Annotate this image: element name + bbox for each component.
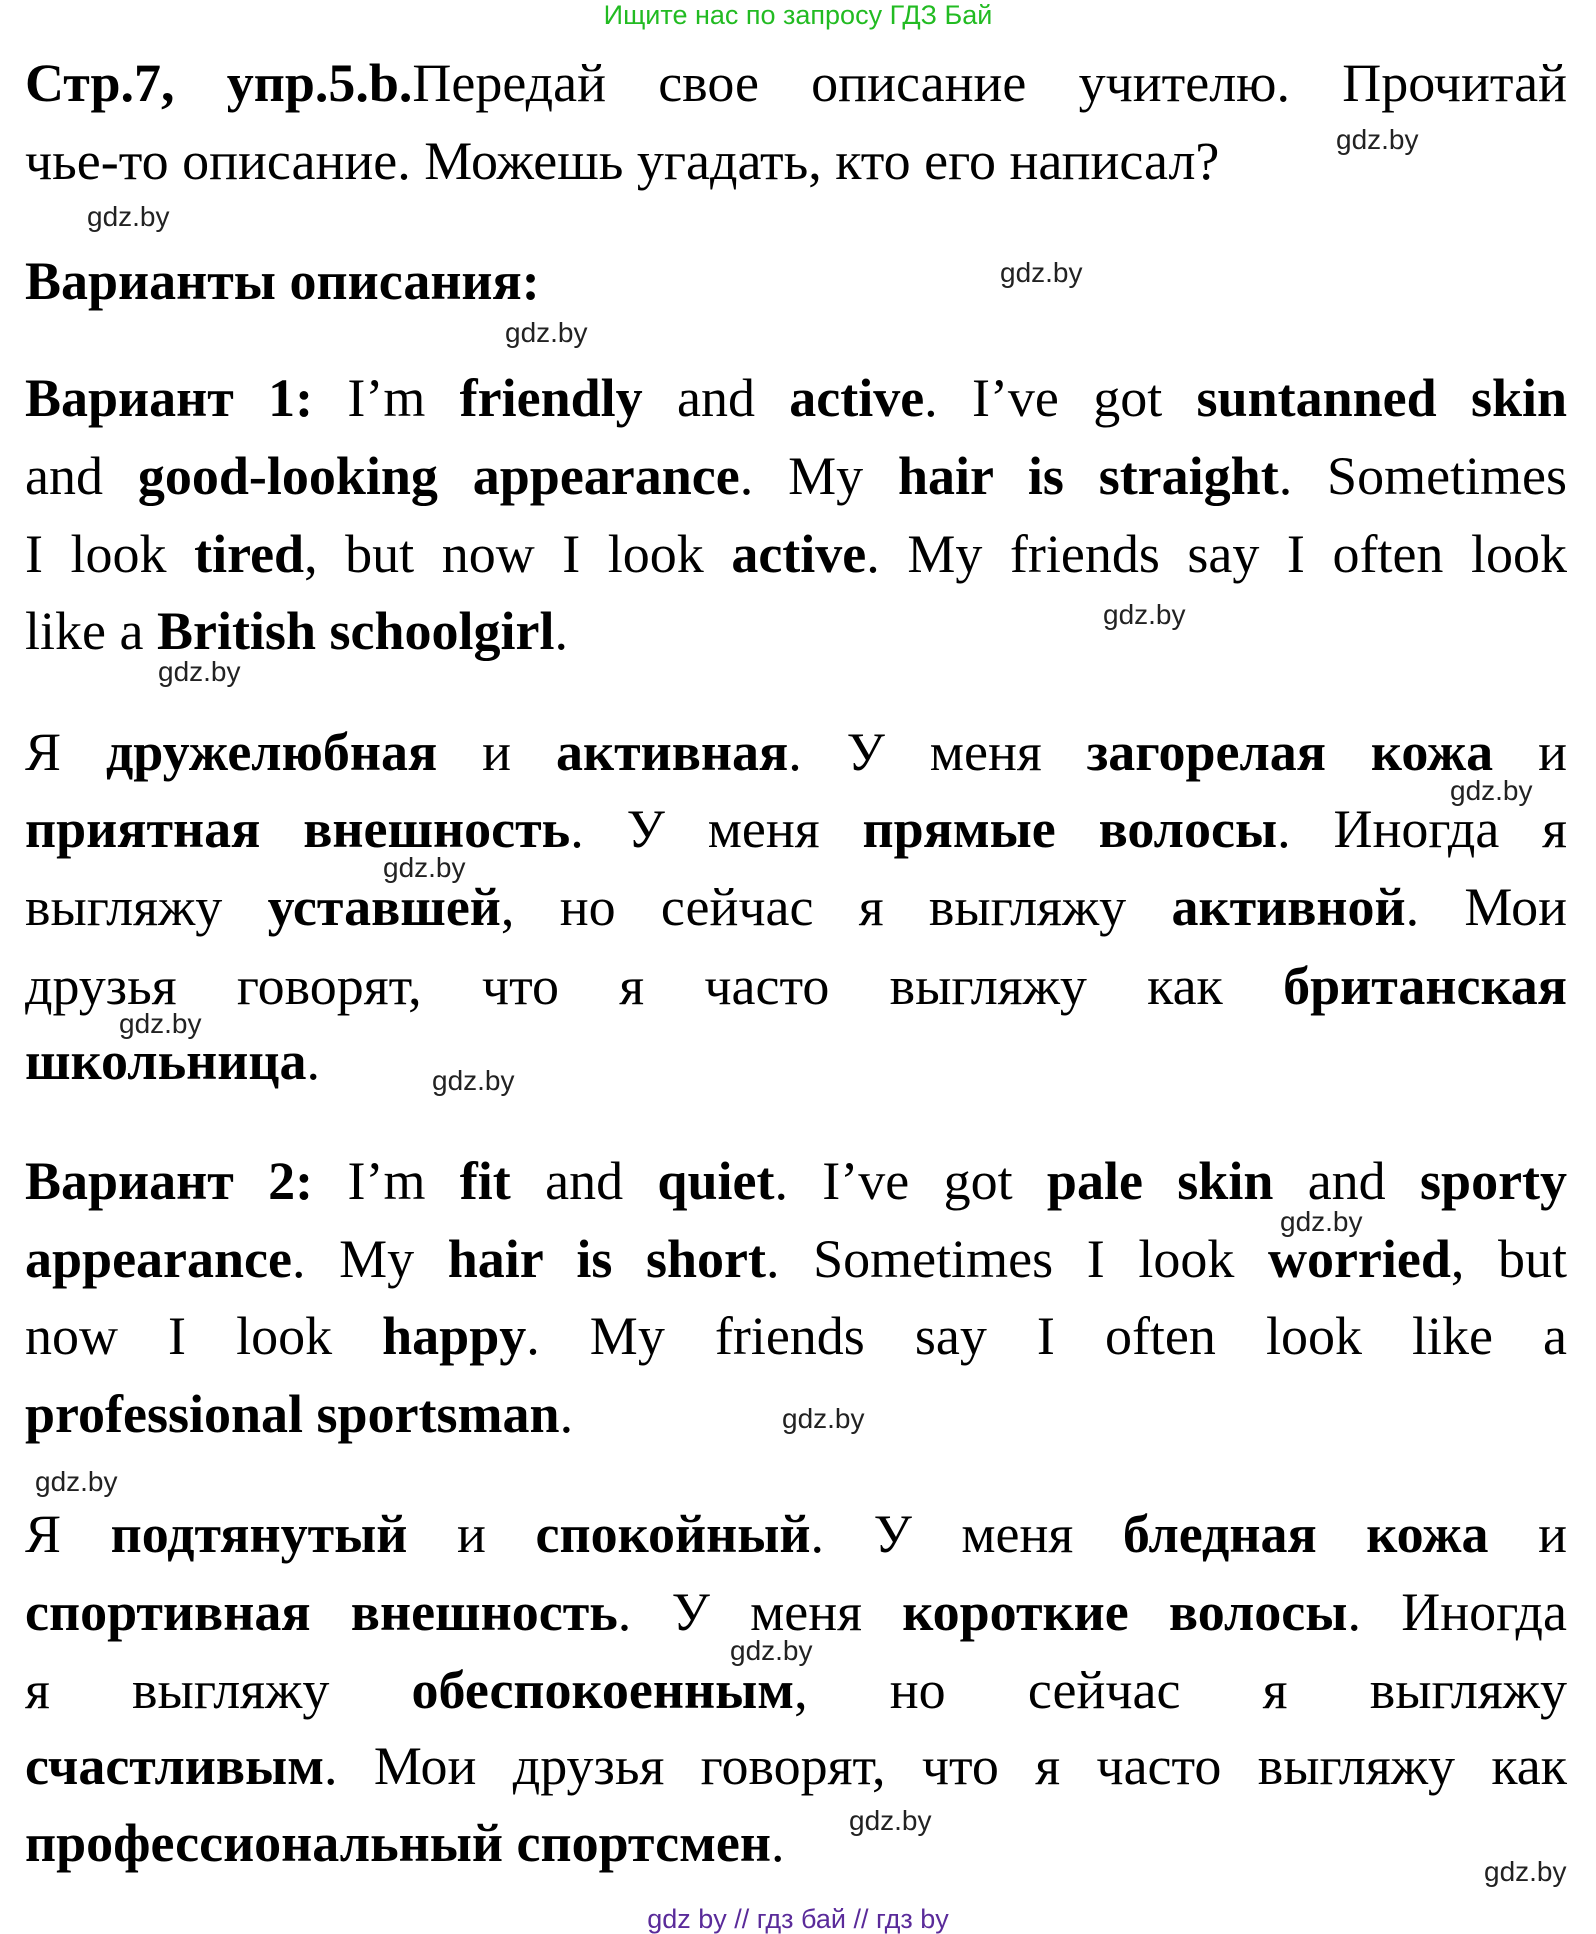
- text-fragment: and: [510, 1151, 658, 1211]
- text-fragment: I look: [25, 524, 195, 584]
- bold-phrase: спортивная внешность: [25, 1582, 618, 1642]
- watermark-text: gdz.by: [35, 1466, 118, 1497]
- text-fragment: . Мои друзья говорят, что я часто выгляжу как: [324, 1736, 1567, 1796]
- text-line: [25, 1813, 1567, 1873]
- text-line: [25, 956, 1567, 1016]
- bold-phrase: счастливым: [25, 1736, 325, 1796]
- watermark-text: gdz.by: [1336, 124, 1419, 155]
- watermark-text: gdz.by: [158, 656, 241, 687]
- text-line: [25, 1504, 1567, 1564]
- bold-phrase: спокойный: [535, 1504, 811, 1564]
- bold-phrase: прямые волосы: [862, 799, 1278, 859]
- text-fragment: . У меня: [617, 1582, 903, 1642]
- text-fragment: Передай свое описание учителю. Прочитай: [412, 53, 1567, 113]
- text-fragment: и: [1493, 722, 1567, 782]
- bold-phrase: школьница: [25, 1031, 307, 1091]
- watermark-text: gdz.by: [119, 1008, 202, 1039]
- text-line: [25, 53, 1567, 113]
- bold-phrase: suntanned skin: [1196, 368, 1568, 428]
- bold-phrase: короткие волосы: [902, 1582, 1348, 1642]
- text-fragment: like a: [25, 601, 157, 661]
- text-fragment: Я: [25, 722, 106, 782]
- text-fragment: и: [1488, 1504, 1567, 1564]
- text-line: [25, 1229, 1567, 1289]
- text-fragment: and: [642, 368, 790, 428]
- text-fragment: now I look: [25, 1306, 383, 1366]
- text-line: [25, 601, 1567, 661]
- text-line: [25, 446, 1567, 506]
- text-line: [25, 1031, 1567, 1091]
- bold-phrase: подтянутый: [110, 1504, 408, 1564]
- watermark-text: gdz.by: [1103, 599, 1186, 630]
- bold-phrase: British schoolgirl: [156, 601, 555, 661]
- search-banner: Ищите нас по запросу ГДЗ Бай: [603, 0, 993, 30]
- bold-phrase: appearance: [25, 1229, 292, 1289]
- text-fragment: . Sometimes: [1278, 446, 1568, 506]
- bold-phrase: fit: [459, 1151, 511, 1211]
- text-line: [25, 1151, 1567, 1211]
- text-fragment: . У меня: [570, 799, 863, 859]
- text-fragment: , but: [1450, 1229, 1568, 1289]
- text-fragment: и: [407, 1504, 536, 1564]
- text-fragment: . I’ve got: [924, 368, 1197, 428]
- text-fragment: . Мои: [1405, 877, 1567, 937]
- bold-phrase: Варианты описания:: [25, 251, 540, 311]
- bold-phrase: дружелюбная: [105, 722, 438, 782]
- bold-phrase: tired: [194, 524, 305, 584]
- text-fragment: and: [25, 446, 138, 506]
- text-fragment: .: [770, 1813, 785, 1873]
- bold-phrase: happy: [382, 1306, 527, 1366]
- bold-phrase: приятная внешность: [25, 799, 571, 859]
- bold-phrase: активной: [1171, 877, 1406, 937]
- text-fragment: . My friends say I often look like a: [526, 1306, 1567, 1366]
- text-fragment: and: [1273, 1151, 1421, 1211]
- text-fragment: . Иногда я: [1277, 799, 1567, 859]
- watermark-text: gdz.by: [1484, 1856, 1567, 1887]
- watermark-text: gdz.by: [1280, 1206, 1363, 1237]
- bold-phrase: профессиональный спортсмен: [25, 1813, 771, 1873]
- bold-phrase: pale skin: [1046, 1151, 1274, 1211]
- text-fragment: .: [306, 1031, 320, 1091]
- text-fragment: . I’ve got: [774, 1151, 1047, 1211]
- text-fragment: выгляжу: [25, 877, 268, 937]
- text-fragment: я выгляжу: [25, 1660, 412, 1720]
- bold-phrase: Стр.7, упр.5.b.: [25, 53, 413, 113]
- watermark-text: gdz.by: [849, 1805, 932, 1836]
- watermark-text: gdz.by: [505, 317, 588, 348]
- text-fragment: .: [554, 601, 568, 661]
- text-line: [25, 799, 1567, 859]
- bold-phrase: active: [789, 368, 925, 428]
- watermark-text: gdz.by: [87, 201, 170, 232]
- bold-phrase: Вариант 1:: [25, 368, 314, 428]
- text-fragment: . У меня: [788, 722, 1087, 782]
- bold-phrase: обеспокоенным: [411, 1660, 795, 1720]
- text-fragment: чье-то описание. Можешь угадать, кто его написал?: [25, 131, 1220, 191]
- text-fragment: . My friends say I often look: [866, 524, 1567, 584]
- bold-phrase: friendly: [459, 368, 643, 428]
- text-line: [25, 368, 1567, 428]
- text-fragment: I’m: [313, 1151, 460, 1211]
- watermark-text: gdz.by: [1000, 257, 1083, 288]
- bold-phrase: загорелая кожа: [1086, 722, 1494, 782]
- text-fragment: . My: [291, 1229, 448, 1289]
- bold-phrase: Вариант 2:: [25, 1151, 314, 1211]
- watermark-text: gdz.by: [730, 1635, 813, 1666]
- text-line: [25, 877, 1567, 937]
- bold-phrase: hair is straight: [897, 446, 1279, 506]
- text-fragment: Я: [25, 1504, 111, 1564]
- bold-phrase: активная: [555, 722, 789, 782]
- watermark-text: gdz.by: [383, 852, 466, 883]
- watermark-text: gdz.by: [432, 1065, 515, 1096]
- text-fragment: друзья говорят, что я часто выгляжу как: [25, 956, 1284, 1016]
- text-fragment: и: [437, 722, 556, 782]
- bold-phrase: professional sportsman: [25, 1384, 560, 1444]
- bold-phrase: британская: [1283, 956, 1567, 1016]
- text-line: [25, 1736, 1567, 1796]
- bold-phrase: уставшей: [267, 877, 501, 937]
- text-line: [25, 524, 1567, 584]
- text-fragment: . У меня: [810, 1504, 1123, 1564]
- bold-phrase: hair is short: [447, 1229, 766, 1289]
- bold-phrase: worried: [1267, 1229, 1451, 1289]
- text-fragment: .: [559, 1384, 574, 1444]
- text-fragment: , но сейчас я выгляжу: [500, 877, 1172, 937]
- watermark-text: gdz.by: [1450, 775, 1533, 806]
- footer-links[interactable]: gdz by // гдз бай // гдз by: [647, 1904, 949, 1934]
- bold-phrase: active: [731, 524, 867, 584]
- text-fragment: , но сейчас я выгляжу: [794, 1660, 1567, 1720]
- text-fragment: I’m: [313, 368, 460, 428]
- text-line: [25, 1306, 1567, 1366]
- text-line: [25, 1660, 1567, 1720]
- bold-phrase: quiet: [657, 1151, 775, 1211]
- bold-phrase: sporty: [1420, 1151, 1568, 1211]
- text-fragment: , but now I look: [304, 524, 732, 584]
- text-line: [25, 1582, 1567, 1642]
- watermark-text: gdz.by: [782, 1403, 865, 1434]
- bold-phrase: бледная кожа: [1122, 1504, 1489, 1564]
- text-fragment: . Sometimes I look: [766, 1229, 1268, 1289]
- bold-phrase: good-looking appearance: [137, 446, 740, 506]
- text-line: [25, 722, 1567, 782]
- text-line: [25, 251, 1567, 311]
- text-fragment: . My: [739, 446, 898, 506]
- text-fragment: . Иногда: [1347, 1582, 1568, 1642]
